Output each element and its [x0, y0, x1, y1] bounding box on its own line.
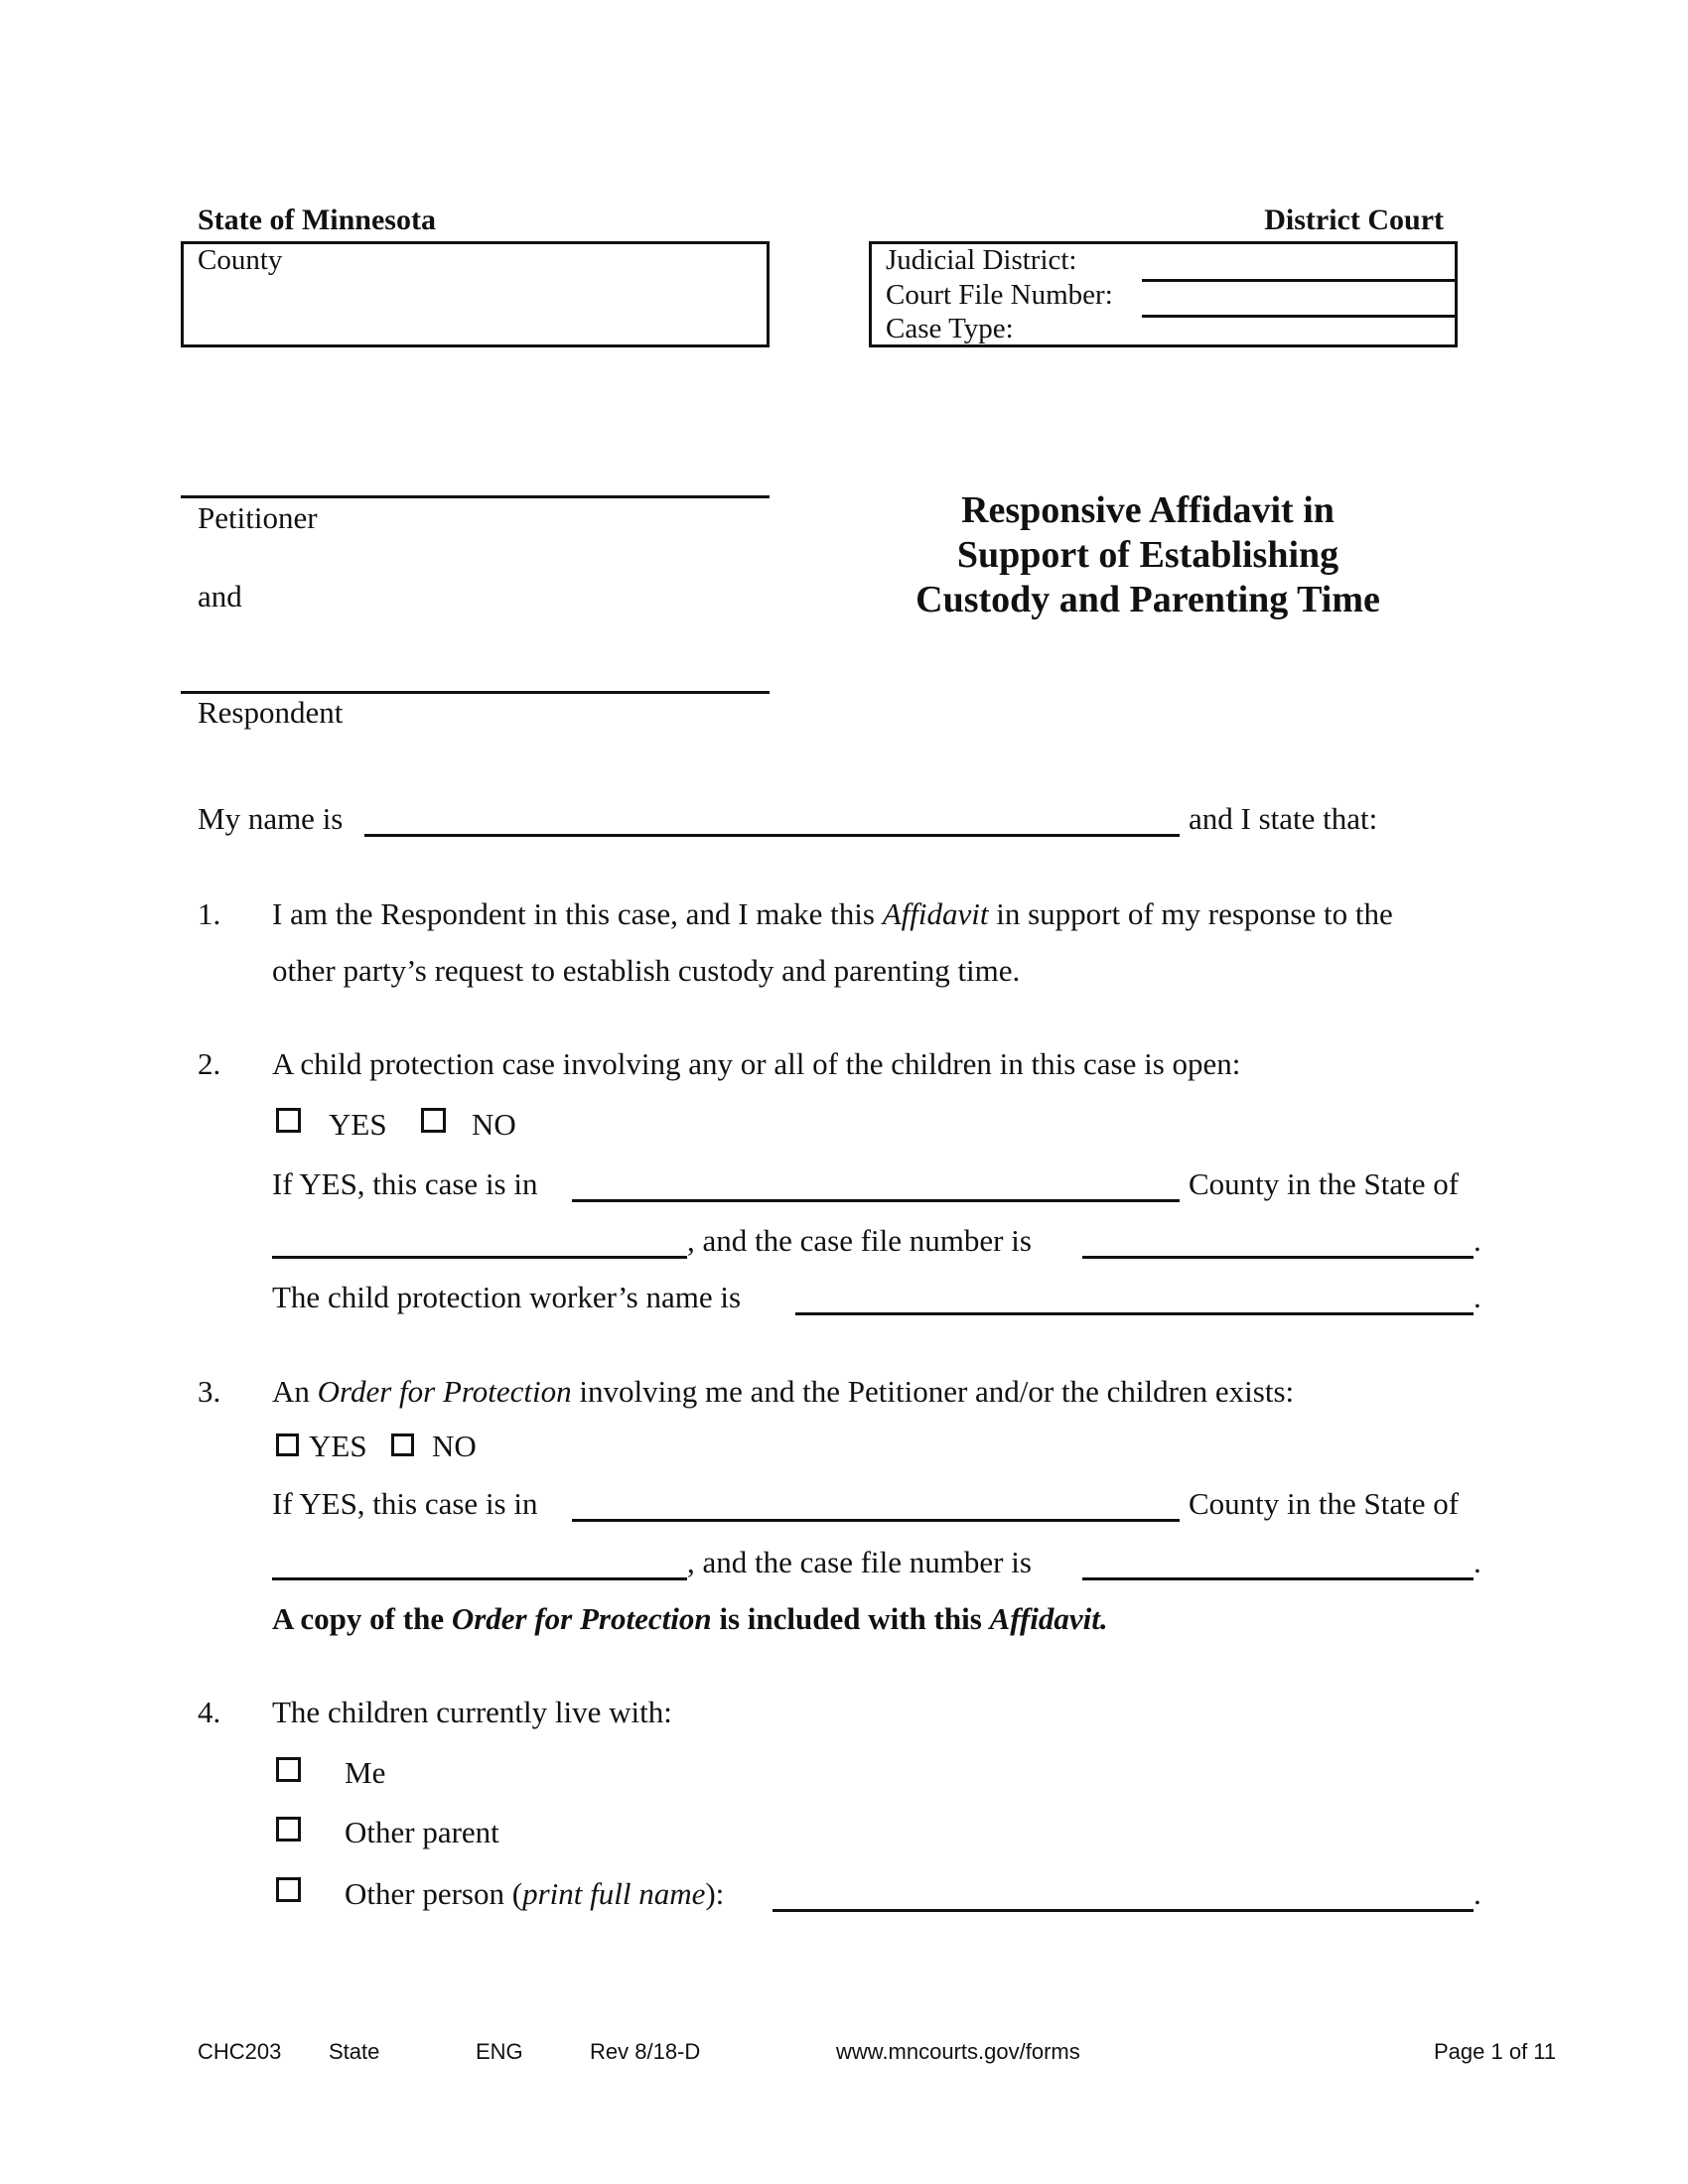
item-number: 4. [198, 1695, 221, 1729]
name-field[interactable] [364, 834, 1180, 837]
item2-county-state: County in the State of [1189, 1166, 1460, 1201]
item3-case-file-label: , and the case file number is [687, 1545, 1032, 1579]
state-heading: State of Minnesota [198, 204, 436, 236]
my-name-label: My name is [198, 801, 344, 836]
footer-url[interactable]: www.mncourts.gov/forms [836, 2039, 1080, 2064]
item2-yes-label: YES [329, 1107, 387, 1142]
item4-other-person-label: Other person (print full name): [345, 1876, 725, 1911]
court-heading: District Court [1264, 204, 1444, 236]
footer-language: ENG [476, 2039, 523, 2064]
item3-copy-note: A copy of the Order for Protection is included with this Affidavit. [272, 1601, 1108, 1636]
document-title [850, 488, 1446, 622]
item2-worker-label: The child protection worker’s name is [272, 1280, 742, 1314]
item3-no-label: NO [432, 1429, 477, 1463]
item2-yes-checkbox[interactable] [276, 1108, 301, 1133]
period: . [1474, 1223, 1481, 1258]
item4-me-checkbox[interactable] [276, 1757, 301, 1782]
item4-other-parent-label: Other parent [345, 1815, 499, 1849]
item2-state-field[interactable] [272, 1256, 687, 1259]
item3-case-file-field[interactable] [1082, 1577, 1474, 1580]
footer-page-number: Page 1 of 11 [1434, 2039, 1557, 2064]
item1-text-2: other party’s request to establish custody and parenting time. [272, 953, 1021, 988]
item-number: 2. [198, 1046, 221, 1081]
item3-yes-label: YES [309, 1429, 367, 1463]
title-line: Support of Establishing [956, 534, 1339, 576]
footer-state: State [329, 2039, 380, 2064]
item4-other-person-field[interactable] [773, 1909, 1474, 1912]
period: . [1474, 1876, 1481, 1911]
item3-no-checkbox[interactable] [391, 1433, 414, 1456]
item2-worker-field[interactable] [795, 1312, 1474, 1315]
item2-case-file-label: , and the case file number is [687, 1223, 1032, 1258]
court-file-number-label: Court File Number: [886, 279, 1113, 311]
item4-me-label: Me [345, 1755, 386, 1790]
item1-text: I am the Respondent in this case, and I make this Affidavit in support of my response to the [272, 896, 1393, 931]
item3-county-field[interactable] [572, 1519, 1180, 1522]
item3-yes-checkbox[interactable] [276, 1433, 299, 1456]
item3-state-field[interactable] [272, 1577, 687, 1580]
state-that-label: and I state that: [1189, 801, 1378, 836]
item2-if-yes: If YES, this case is in [272, 1166, 538, 1201]
item4-text: The children currently live with: [272, 1695, 672, 1729]
item-number: 1. [198, 896, 221, 931]
respondent-label: Respondent [198, 695, 344, 730]
period: . [1474, 1545, 1481, 1579]
county-box[interactable] [181, 241, 770, 347]
item2-case-file-field[interactable] [1082, 1256, 1474, 1259]
item2-no-label: NO [472, 1107, 516, 1142]
case-type-label: Case Type: [886, 313, 1014, 344]
footer-revision: Rev 8/18-D [590, 2039, 701, 2064]
footer-form-id: CHC203 [198, 2039, 282, 2064]
title-line: Custody and Parenting Time [915, 579, 1380, 620]
item3-county-state: County in the State of [1189, 1486, 1460, 1521]
item2-county-field[interactable] [572, 1199, 1180, 1202]
item3-if-yes: If YES, this case is in [272, 1486, 538, 1521]
county-label: County [198, 244, 283, 276]
case-info-box [869, 241, 1458, 347]
and-label: and [198, 579, 242, 614]
judicial-district-field[interactable] [1142, 279, 1455, 282]
judicial-district-label: Judicial District: [886, 244, 1077, 276]
item-number: 3. [198, 1374, 221, 1409]
item2-no-checkbox[interactable] [421, 1108, 446, 1133]
court-file-number-field[interactable] [1142, 315, 1455, 318]
item3-text: An Order for Protection involving me and the Petitioner and/or the children exists: [272, 1374, 1295, 1409]
period: . [1474, 1280, 1481, 1314]
item4-other-person-checkbox[interactable] [276, 1877, 301, 1902]
item4-other-parent-checkbox[interactable] [276, 1817, 301, 1842]
title-line: Responsive Affidavit in [961, 489, 1335, 531]
item2-text: A child protection case involving any or all of the children in this case is open: [272, 1046, 1241, 1081]
petitioner-label: Petitioner [198, 500, 318, 535]
